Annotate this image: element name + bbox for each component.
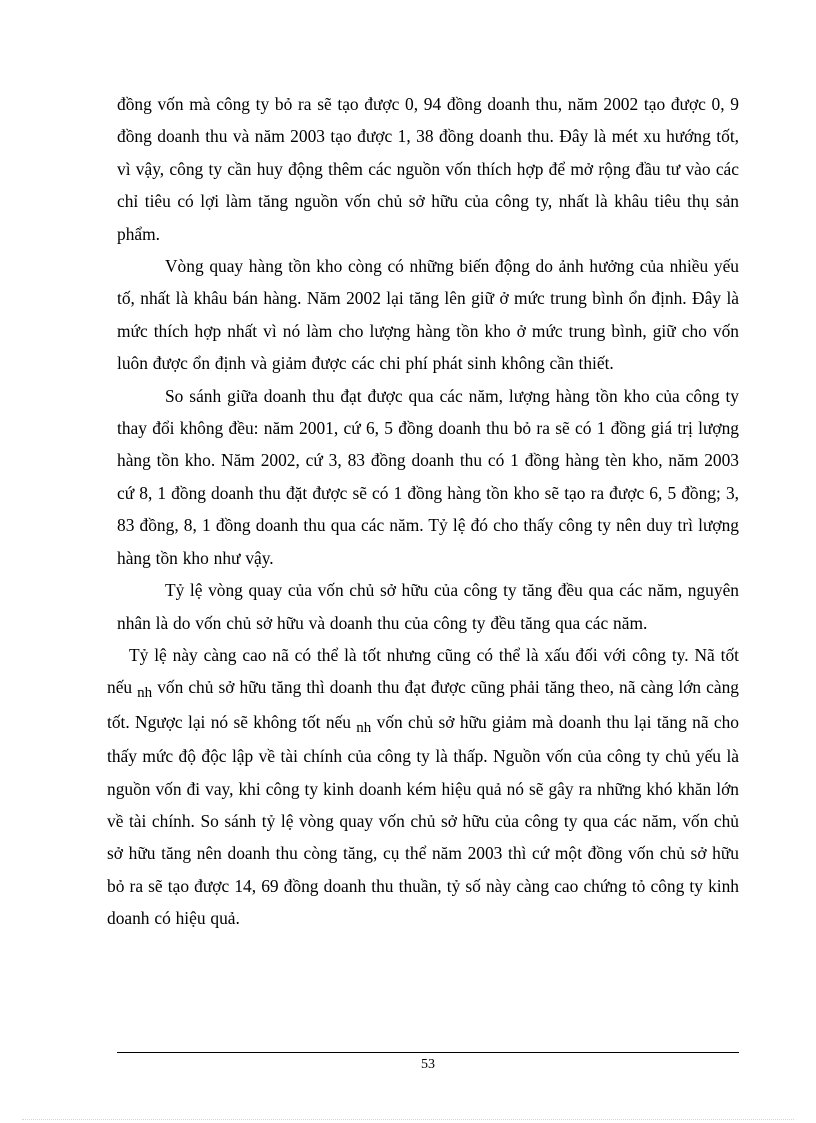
ratio-text-part-1: Tỷ lệ này càng cao nã có thể là tốt nhưng cũng có thể là xấu đối với công ty. Nã tốt nếu (107, 644, 739, 698)
body-text (107, 88, 739, 935)
footer-divider (117, 1052, 739, 1053)
paragraph-equity-turnover: Tỷ lệ vòng quay của vốn chủ sở hữu của công ty tăng đều qua các năm, nguyên nhân là do vốn chủ sở hữu và doanh thu của công ty đều tăng qua các năm. (117, 580, 739, 633)
paragraph-revenue-inventory-comparison: So sánh giữa doanh thu đạt được qua các năm, lượng hàng tồn kho của công ty thay đổi không đều: năm 2001, cứ 6, 5 đồng doanh thu bỏ ra sẽ có 1 đồng giá trị lượng hàng tồn kho. Năm 2002, cứ 3, 83 đồng doanh thu có 1 đồng hàng tèn kho, năm 2003 cứ 8, 1 đồng doanh thu đặt được sẽ có 1 đồng hàng tồn kho sẽ tạo ra được 6, 5 đồng; 3, 83 đồng, 8, 1 đồng doanh thu qua các năm. Tỷ lệ đó cho thấy công ty nên duy trì lượng hàng tồn kho như vậy. (117, 385, 739, 568)
page-number: 53 (421, 1057, 435, 1072)
paragraph-continuation: đồng vốn mà công ty bỏ ra sẽ tạo được 0, 94 đồng doanh thu, năm 2002 tạo được 0, 9 đồng doanh thu và năm 2003 tạo được 1, 38 đồng doanh thu. Đây là mét xu hướng tốt, vì vậy, công ty cần huy động thêm các nguồn vốn thích hợp để mở rộng đầu tư vào các chỉ tiêu có lợi làm tăng nguồn vốn chủ sở hữu của công ty, nhất là khâu tiêu thụ sản phẩm. (117, 94, 739, 244)
paragraph-ratio-analysis (107, 639, 739, 935)
ratio-text-part-2: vốn chủ sở hữu tăng thì doanh thu đạt được cũng phải tăng theo, nã càng lớn càng tốt. Ngược lại nó sẽ không tốt nếu (107, 677, 739, 732)
page-edge-divider (22, 1119, 794, 1120)
paragraph-inventory-turnover: Vòng quay hàng tồn kho còng có những biến động do ảnh hưởng của nhiều yếu tố, nhất là khâu bán hàng. Năm 2002 lại tăng lên giữ ở mức trung bình ổn định. Đây là mức thích hợp nhất vì nó làm cho lượng hàng tồn kho ở mức trung bình, giữ cho vốn luôn được ổn định và giảm được các chi phí phát sinh không cần thiết. (117, 256, 739, 374)
ratio-subscript-2: nh (356, 719, 372, 736)
ratio-subscript-1: nh (137, 685, 153, 702)
ratio-text-part-3: vốn chủ sở hữu giảm mà doanh thu lại tăng nã cho thấy mức độ độc lập về tài chính của công ty là thấp. Nguồn vốn của công ty chủ yếu là nguồn vốn đi vay, khi công ty kinh doanh kém hiệu quả nó sẽ gây ra những khó khăn lớn về tài chính. So sánh tỷ lệ vòng quay vốn chủ sở hữu của công ty qua các năm, vốn chủ sở hữu tăng nên doanh thu còng tăng, cụ thể năm 2003 thì cứ một đồng vốn chủ sở hữu bỏ ra sẽ tạo được 14, 69 đồng doanh thu thuần, tỷ số này càng cao chứng tỏ công ty kinh doanh có hiệu quả. (107, 711, 739, 929)
